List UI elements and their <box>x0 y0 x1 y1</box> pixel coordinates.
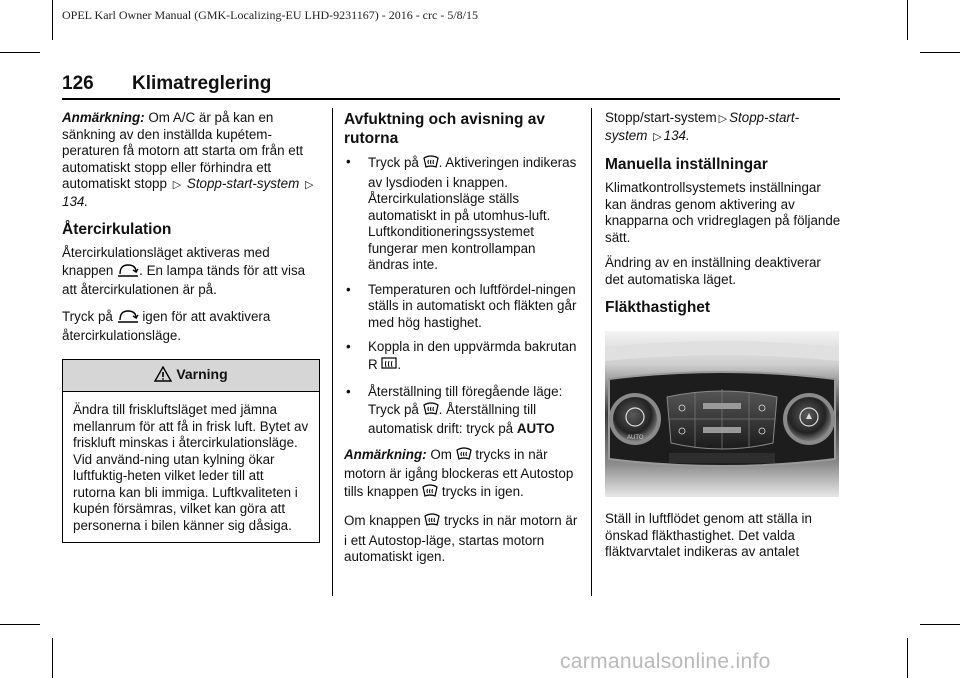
crop-mark <box>920 624 960 625</box>
reference-arrow-icon: ▷ <box>172 179 182 191</box>
reference-arrow-icon: ▷ <box>305 179 314 191</box>
recirc-paragraph-1 <box>62 245 320 299</box>
text: trycks in igen. <box>441 483 524 499</box>
note-label: Anmärkning: <box>62 110 145 125</box>
text: Koppla in den uppvärmda bakrutan R <box>368 339 577 372</box>
reference-paragraph <box>605 110 841 145</box>
windshield-defrost-icon <box>423 154 439 175</box>
cross-reference-link[interactable]: Stopp-start-system <box>186 176 300 191</box>
chapter-title: Klimatreglering <box>132 73 272 94</box>
windshield-defrost-icon <box>423 401 439 422</box>
autostop-paragraph <box>344 512 580 566</box>
section-heading-fan-speed: Fläkthastighet <box>605 299 711 316</box>
cross-reference-page[interactable]: 134. <box>62 193 89 209</box>
running-head: OPEL Karl Owner Manual (GMK-Localizing-EU LHD-9231167) - 2016 - crc - 5/8/15 <box>62 8 478 22</box>
column-divider <box>332 108 333 596</box>
recirculation-icon <box>117 308 139 329</box>
manual-paragraph-2: Ändring av en inställning deaktiverar det automatiska läget. <box>605 255 821 287</box>
column-right <box>605 110 841 570</box>
auto-label: AUTO <box>516 421 555 436</box>
column-divider <box>591 108 592 596</box>
text: Stopp/start-system <box>605 110 717 125</box>
page-number: 126 <box>62 73 94 94</box>
warning-header <box>63 360 319 393</box>
windshield-defrost-icon <box>456 446 472 467</box>
watermark: carmanualsonline.info <box>560 650 771 673</box>
warning-box <box>62 359 320 544</box>
auto-knob-label: AUTO <box>627 435 644 441</box>
reference-arrow-icon: ▷ <box>718 113 728 125</box>
text: trycks in när motorn är igång blockeras ett Autostop tills knappen <box>344 446 574 499</box>
cross-reference-page[interactable]: 134. <box>663 127 690 143</box>
recirc-paragraph-2 <box>62 308 320 345</box>
rear-window-defrost-icon <box>381 356 397 377</box>
text: Återcirkulationsläget aktiveras med knappen <box>62 245 270 278</box>
reference-arrow-icon: ▷ <box>653 130 662 143</box>
text: trycks in när motorn är i ett Autostop-läge, startas motorn automatiskt igen. <box>344 513 578 564</box>
windshield-defrost-icon <box>424 512 440 533</box>
climate-control-panel-photo <box>605 331 839 497</box>
column-left <box>62 110 320 543</box>
note-text: Om A/C är på kan en sänkning av den inställda kupétem-peraturen få motorn att starta om från ett automatiskt stopp eller förhindra ett automatiskt stopp <box>62 110 304 191</box>
crop-mark <box>920 52 960 53</box>
note-paragraph <box>62 110 320 210</box>
text: Tryck på <box>368 155 419 170</box>
warning-triangle-icon <box>154 366 172 386</box>
section-heading-defrost: Avfuktning och avisning av rutorna <box>344 111 545 147</box>
list-item <box>344 384 580 438</box>
crop-mark <box>907 0 908 40</box>
cross-reference-link[interactable]: Stopp-start-system <box>605 110 800 143</box>
text: Om knappen <box>344 513 421 528</box>
text: . En lampa tänds för att visa att återcirkulationen är på. <box>62 262 306 297</box>
list-item <box>344 339 580 376</box>
header-rule <box>62 98 840 100</box>
text: Återställning till föregående läge: Tryck på <box>368 384 563 417</box>
crop-mark <box>52 0 53 40</box>
text: igen för att avaktivera återcirkulationsläge. <box>62 308 271 343</box>
crop-mark <box>0 52 40 53</box>
warning-text: Ändra till friskluftsläget med jämna mellanrum för att få in frisk luft. Bytet av friskluft minskas i återcirkulationsläge. Vid använd-ning utan kylning ökar luftfuktig-heten vilket leder till att rutorna kan bli immiga. Luftkvaliteten i kupén försämras, vilket kan göra att personerna i bilen känner sig dåsiga. <box>73 402 309 533</box>
manual-paragraph-1: Klimatkontrollsystemets inställningar kan ändras genom aktivering av knapparna och vridreglagen på följande sätt. <box>605 180 841 245</box>
text: . Återställning till automatisk drift: tryck på <box>368 401 537 436</box>
note-label: Anmärkning: <box>344 446 427 462</box>
warning-title: Varning <box>176 365 228 382</box>
section-heading-manual: Manuella inställningar <box>605 156 768 173</box>
text: Om <box>430 446 452 462</box>
fan-speed-paragraph: Ställ in luftflödet genom att ställa in önskad fläkthastighet. Det valda fläktvarvtalet indikeras av antalet <box>605 511 812 559</box>
crop-mark <box>52 638 53 678</box>
note-paragraph <box>344 446 580 504</box>
text: Tryck på <box>62 308 113 324</box>
column-middle <box>344 110 580 575</box>
list-item <box>344 154 580 274</box>
list-item: • Temperaturen och luftfördel-ningen ställs in automatiskt och fläkten går med hög hastighet. <box>344 282 580 332</box>
text: . <box>397 356 402 372</box>
recirculation-icon <box>117 262 139 283</box>
windshield-defrost-icon <box>422 483 438 504</box>
crop-mark <box>0 624 40 625</box>
crop-mark <box>907 638 908 678</box>
defrost-list <box>344 154 580 438</box>
text: . Aktiveringen indikeras av lysdioden i knappen. Återcirkulationsläge ställs automatiskt in på utomhus-luft. Luftkonditioneringssystemet fungerar men kontrollampan ändras inte. <box>368 155 577 272</box>
section-heading-recirculation: Återcirkulation <box>62 221 172 238</box>
